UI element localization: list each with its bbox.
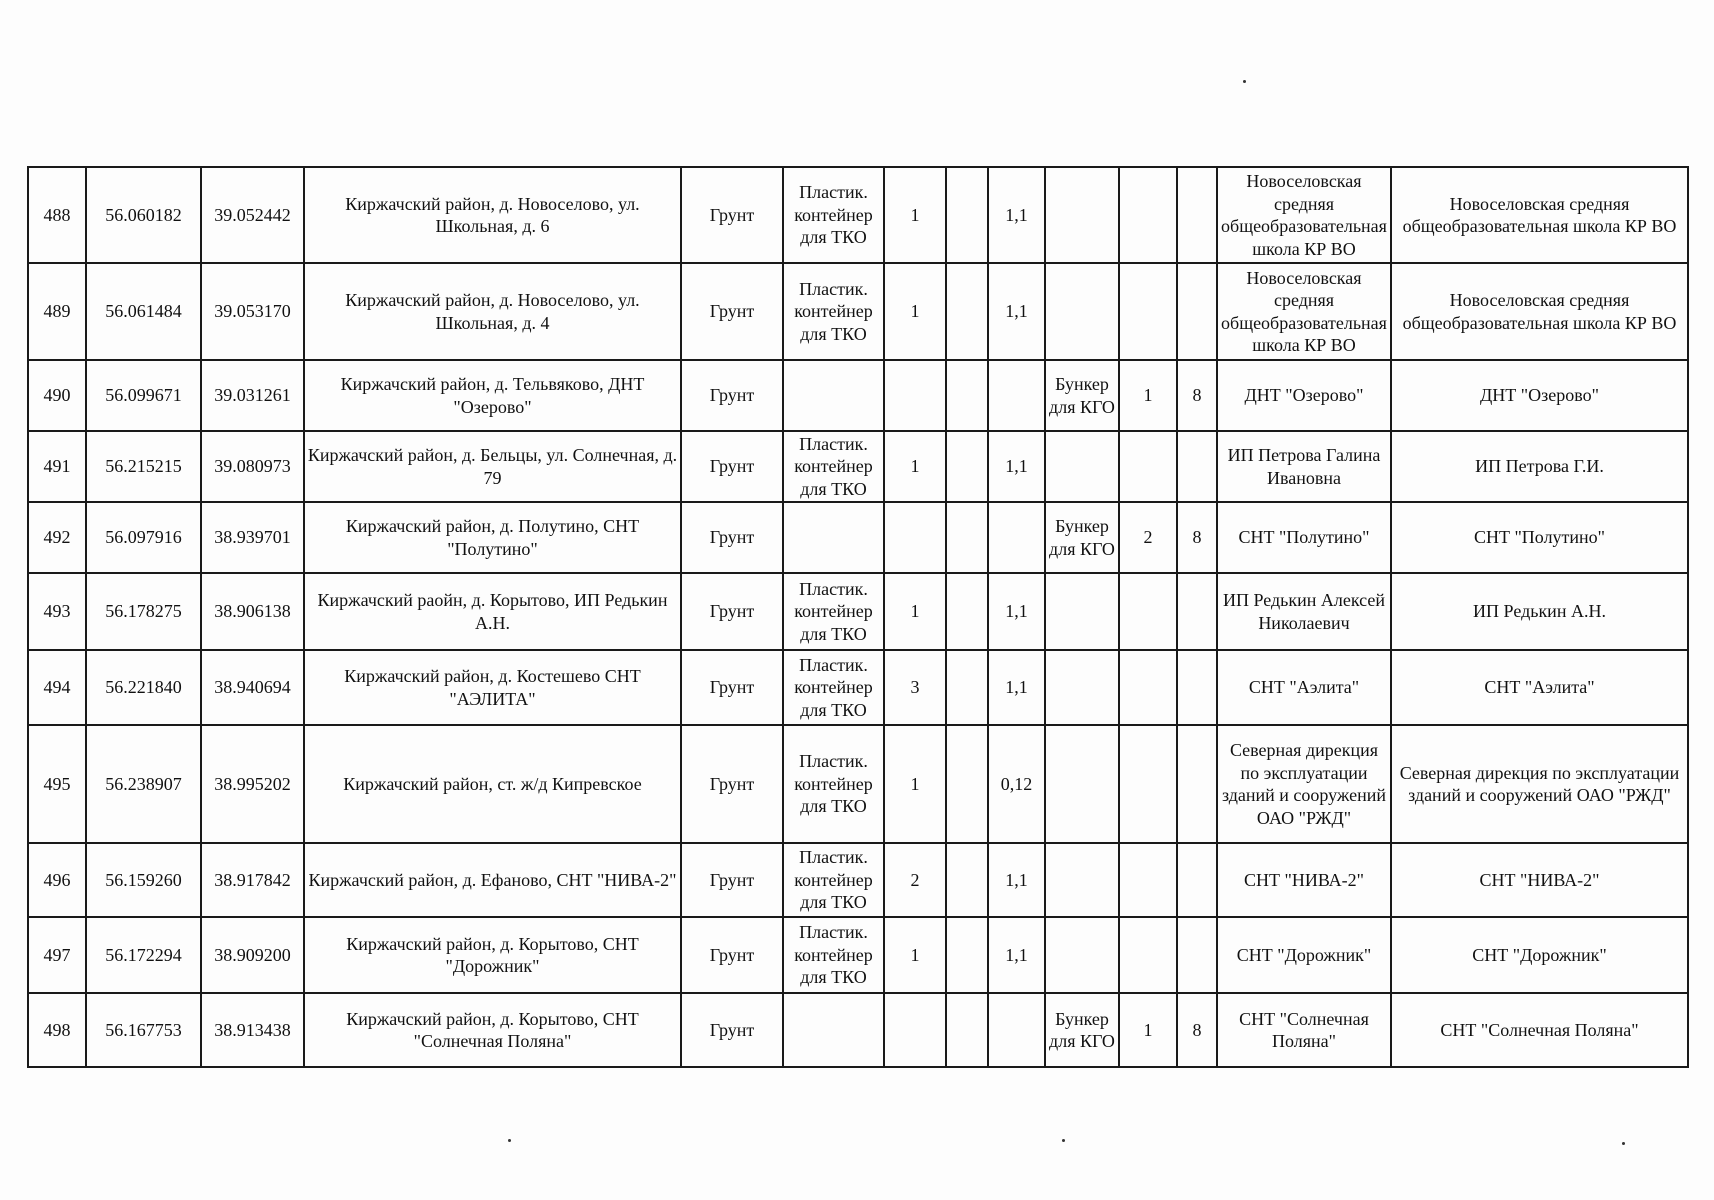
owner-cell: Северная дирекция по эксплуатации зданий и сооружений ОАО "РЖД" bbox=[1217, 725, 1391, 843]
table-row bbox=[28, 167, 1688, 263]
surface-cell: Грунт bbox=[681, 431, 783, 502]
container-type-cell bbox=[783, 993, 884, 1067]
container-planned-cell bbox=[946, 431, 988, 502]
latitude-cell: 56.221840 bbox=[86, 650, 201, 725]
bunker-volume-cell bbox=[1177, 917, 1217, 993]
scan-speck bbox=[1243, 80, 1246, 83]
bunker-qty-cell bbox=[1119, 843, 1177, 917]
container-volume-cell: 1,1 bbox=[988, 843, 1045, 917]
container-type-cell: Пластик. контейнер для ТКО bbox=[783, 650, 884, 725]
latitude-cell: 56.215215 bbox=[86, 431, 201, 502]
container-volume-cell: 1,1 bbox=[988, 650, 1045, 725]
owner-cell: ИП Редькин Алексей Николаевич bbox=[1217, 573, 1391, 650]
container-volume-cell: 1,1 bbox=[988, 917, 1045, 993]
bunker-volume-cell bbox=[1177, 725, 1217, 843]
latitude-cell: 56.061484 bbox=[86, 263, 201, 360]
container-qty-cell: 1 bbox=[884, 917, 946, 993]
container-type-cell: Пластик. контейнер для ТКО bbox=[783, 167, 884, 263]
bunker-type-cell bbox=[1045, 263, 1119, 360]
bunker-type-cell bbox=[1045, 573, 1119, 650]
table-row bbox=[28, 573, 1688, 650]
owner-cell: Новоселовская средняя общеобразовательная школа КР ВО bbox=[1217, 167, 1391, 263]
container-volume-cell: 1,1 bbox=[988, 263, 1045, 360]
waste-source-cell: СНТ "Аэлита" bbox=[1391, 650, 1688, 725]
bunker-qty-cell: 1 bbox=[1119, 360, 1177, 431]
address-cell: Киржачский раойн, д. Корытово, ИП Редькин А.Н. bbox=[304, 573, 681, 650]
owner-cell: СНТ "НИВА-2" bbox=[1217, 843, 1391, 917]
container-qty-cell bbox=[884, 360, 946, 431]
container-volume-cell: 1,1 bbox=[988, 167, 1045, 263]
address-cell: Киржачский район, д. Новоселово, ул. Школьная, д. 6 bbox=[304, 167, 681, 263]
longitude-cell: 38.906138 bbox=[201, 573, 304, 650]
bunker-type-cell bbox=[1045, 843, 1119, 917]
latitude-cell: 56.159260 bbox=[86, 843, 201, 917]
surface-cell: Грунт bbox=[681, 993, 783, 1067]
container-planned-cell bbox=[946, 573, 988, 650]
container-planned-cell bbox=[946, 725, 988, 843]
surface-cell: Грунт bbox=[681, 843, 783, 917]
owner-cell: СНТ "Полутино" bbox=[1217, 502, 1391, 573]
scan-speck bbox=[508, 1139, 511, 1142]
container-qty-cell: 1 bbox=[884, 263, 946, 360]
table-row bbox=[28, 431, 1688, 502]
container-type-cell: Пластик. контейнер для ТКО bbox=[783, 573, 884, 650]
latitude-cell: 56.167753 bbox=[86, 993, 201, 1067]
bunker-type-cell bbox=[1045, 725, 1119, 843]
latitude-cell: 56.238907 bbox=[86, 725, 201, 843]
table-row bbox=[28, 360, 1688, 431]
latitude-cell: 56.097916 bbox=[86, 502, 201, 573]
container-planned-cell bbox=[946, 917, 988, 993]
container-planned-cell bbox=[946, 650, 988, 725]
surface-cell: Грунт bbox=[681, 360, 783, 431]
bunker-type-cell bbox=[1045, 167, 1119, 263]
bunker-volume-cell bbox=[1177, 650, 1217, 725]
container-type-cell: Пластик. контейнер для ТКО bbox=[783, 917, 884, 993]
bunker-volume-cell: 8 bbox=[1177, 993, 1217, 1067]
bunker-volume-cell bbox=[1177, 843, 1217, 917]
longitude-cell: 38.995202 bbox=[201, 725, 304, 843]
bunker-type-cell: Бункер для КГО bbox=[1045, 502, 1119, 573]
container-qty-cell: 1 bbox=[884, 725, 946, 843]
bunker-qty-cell bbox=[1119, 167, 1177, 263]
container-qty-cell: 3 bbox=[884, 650, 946, 725]
longitude-cell: 39.080973 bbox=[201, 431, 304, 502]
container-type-cell: Пластик. контейнер для ТКО bbox=[783, 725, 884, 843]
owner-cell: СНТ "Дорожник" bbox=[1217, 917, 1391, 993]
container-type-cell bbox=[783, 360, 884, 431]
row-number: 497 bbox=[28, 917, 86, 993]
waste-source-cell: ИП Петрова Г.И. bbox=[1391, 431, 1688, 502]
container-volume-cell bbox=[988, 502, 1045, 573]
surface-cell: Грунт bbox=[681, 167, 783, 263]
latitude-cell: 56.172294 bbox=[86, 917, 201, 993]
waste-source-cell: СНТ "Полутино" bbox=[1391, 502, 1688, 573]
address-cell: Киржачский район, ст. ж/д Кипревское bbox=[304, 725, 681, 843]
container-planned-cell bbox=[946, 167, 988, 263]
surface-cell: Грунт bbox=[681, 917, 783, 993]
owner-cell: ИП Петрова Галина Ивановна bbox=[1217, 431, 1391, 502]
container-volume-cell bbox=[988, 360, 1045, 431]
container-type-cell: Пластик. контейнер для ТКО bbox=[783, 431, 884, 502]
bunker-type-cell bbox=[1045, 650, 1119, 725]
row-number: 498 bbox=[28, 993, 86, 1067]
address-cell: Киржачский район, д. Тельвяково, ДНТ "Озерово" bbox=[304, 360, 681, 431]
waste-source-cell: Новоселовская средняя общеобразовательная школа КР ВО bbox=[1391, 167, 1688, 263]
bunker-type-cell bbox=[1045, 431, 1119, 502]
bunker-type-cell: Бункер для КГО bbox=[1045, 993, 1119, 1067]
row-number: 494 bbox=[28, 650, 86, 725]
address-cell: Киржачский район, д. Бельцы, ул. Солнечная, д. 79 bbox=[304, 431, 681, 502]
surface-cell: Грунт bbox=[681, 263, 783, 360]
address-cell: Киржачский район, д. Костешево СНТ "АЭЛИТА" bbox=[304, 650, 681, 725]
row-number: 491 bbox=[28, 431, 86, 502]
bunker-qty-cell bbox=[1119, 431, 1177, 502]
scan-speck bbox=[1062, 1139, 1065, 1142]
bunker-volume-cell bbox=[1177, 263, 1217, 360]
longitude-cell: 39.052442 bbox=[201, 167, 304, 263]
address-cell: Киржачский район, д. Корытово, СНТ "Дорожник" bbox=[304, 917, 681, 993]
bunker-qty-cell bbox=[1119, 573, 1177, 650]
container-volume-cell: 1,1 bbox=[988, 431, 1045, 502]
table-row bbox=[28, 725, 1688, 843]
row-number: 490 bbox=[28, 360, 86, 431]
address-cell: Киржачский район, д. Новоселово, ул. Школьная, д. 4 bbox=[304, 263, 681, 360]
container-type-cell: Пластик. контейнер для ТКО bbox=[783, 843, 884, 917]
waste-source-cell: СНТ "Дорожник" bbox=[1391, 917, 1688, 993]
container-qty-cell: 1 bbox=[884, 573, 946, 650]
container-qty-cell: 1 bbox=[884, 167, 946, 263]
longitude-cell: 39.053170 bbox=[201, 263, 304, 360]
table-body bbox=[28, 167, 1688, 1067]
waste-source-cell: СНТ "НИВА-2" bbox=[1391, 843, 1688, 917]
bunker-qty-cell bbox=[1119, 725, 1177, 843]
waste-source-cell: СНТ "Солнечная Поляна" bbox=[1391, 993, 1688, 1067]
row-number: 492 bbox=[28, 502, 86, 573]
bunker-type-cell bbox=[1045, 917, 1119, 993]
address-cell: Киржачский район, д. Корытово, СНТ "Солнечная Поляна" bbox=[304, 993, 681, 1067]
longitude-cell: 38.939701 bbox=[201, 502, 304, 573]
longitude-cell: 38.917842 bbox=[201, 843, 304, 917]
table-row bbox=[28, 502, 1688, 573]
container-type-cell bbox=[783, 502, 884, 573]
bunker-volume-cell bbox=[1177, 431, 1217, 502]
container-volume-cell: 0,12 bbox=[988, 725, 1045, 843]
row-number: 493 bbox=[28, 573, 86, 650]
surface-cell: Грунт bbox=[681, 573, 783, 650]
container-qty-cell bbox=[884, 502, 946, 573]
bunker-volume-cell bbox=[1177, 167, 1217, 263]
bunker-qty-cell bbox=[1119, 650, 1177, 725]
scan-speck bbox=[1622, 1142, 1625, 1145]
bunker-volume-cell bbox=[1177, 573, 1217, 650]
container-volume-cell bbox=[988, 993, 1045, 1067]
container-qty-cell: 2 bbox=[884, 843, 946, 917]
surface-cell: Грунт bbox=[681, 502, 783, 573]
waste-source-cell: Новоселовская средняя общеобразовательная школа КР ВО bbox=[1391, 263, 1688, 360]
latitude-cell: 56.178275 bbox=[86, 573, 201, 650]
table-row bbox=[28, 650, 1688, 725]
surface-cell: Грунт bbox=[681, 650, 783, 725]
address-cell: Киржачский район, д. Полутино, СНТ "Полутино" bbox=[304, 502, 681, 573]
table-row bbox=[28, 843, 1688, 917]
bunker-qty-cell: 1 bbox=[1119, 993, 1177, 1067]
container-qty-cell bbox=[884, 993, 946, 1067]
bunker-volume-cell: 8 bbox=[1177, 360, 1217, 431]
owner-cell: СНТ "Солнечная Поляна" bbox=[1217, 993, 1391, 1067]
row-number: 488 bbox=[28, 167, 86, 263]
row-number: 489 bbox=[28, 263, 86, 360]
waste-source-cell: ИП Редькин А.Н. bbox=[1391, 573, 1688, 650]
latitude-cell: 56.060182 bbox=[86, 167, 201, 263]
container-volume-cell: 1,1 bbox=[988, 573, 1045, 650]
bunker-qty-cell bbox=[1119, 263, 1177, 360]
bunker-qty-cell bbox=[1119, 917, 1177, 993]
waste-sites-table bbox=[27, 166, 1689, 1068]
table-row bbox=[28, 993, 1688, 1067]
row-number: 496 bbox=[28, 843, 86, 917]
container-type-cell: Пластик. контейнер для ТКО bbox=[783, 263, 884, 360]
row-number: 495 bbox=[28, 725, 86, 843]
longitude-cell: 39.031261 bbox=[201, 360, 304, 431]
table-row bbox=[28, 917, 1688, 993]
owner-cell: Новоселовская средняя общеобразовательная школа КР ВО bbox=[1217, 263, 1391, 360]
longitude-cell: 38.909200 bbox=[201, 917, 304, 993]
longitude-cell: 38.940694 bbox=[201, 650, 304, 725]
latitude-cell: 56.099671 bbox=[86, 360, 201, 431]
bunker-type-cell: Бункер для КГО bbox=[1045, 360, 1119, 431]
container-planned-cell bbox=[946, 843, 988, 917]
table-row bbox=[28, 263, 1688, 360]
waste-source-cell: ДНТ "Озерово" bbox=[1391, 360, 1688, 431]
longitude-cell: 38.913438 bbox=[201, 993, 304, 1067]
bunker-qty-cell: 2 bbox=[1119, 502, 1177, 573]
container-planned-cell bbox=[946, 502, 988, 573]
waste-source-cell: Северная дирекция по эксплуатации зданий и сооружений ОАО "РЖД" bbox=[1391, 725, 1688, 843]
container-planned-cell bbox=[946, 263, 988, 360]
container-planned-cell bbox=[946, 360, 988, 431]
owner-cell: ДНТ "Озерово" bbox=[1217, 360, 1391, 431]
container-qty-cell: 1 bbox=[884, 431, 946, 502]
owner-cell: СНТ "Аэлита" bbox=[1217, 650, 1391, 725]
address-cell: Киржачский район, д. Ефаново, СНТ "НИВА-2" bbox=[304, 843, 681, 917]
bunker-volume-cell: 8 bbox=[1177, 502, 1217, 573]
surface-cell: Грунт bbox=[681, 725, 783, 843]
container-planned-cell bbox=[946, 993, 988, 1067]
